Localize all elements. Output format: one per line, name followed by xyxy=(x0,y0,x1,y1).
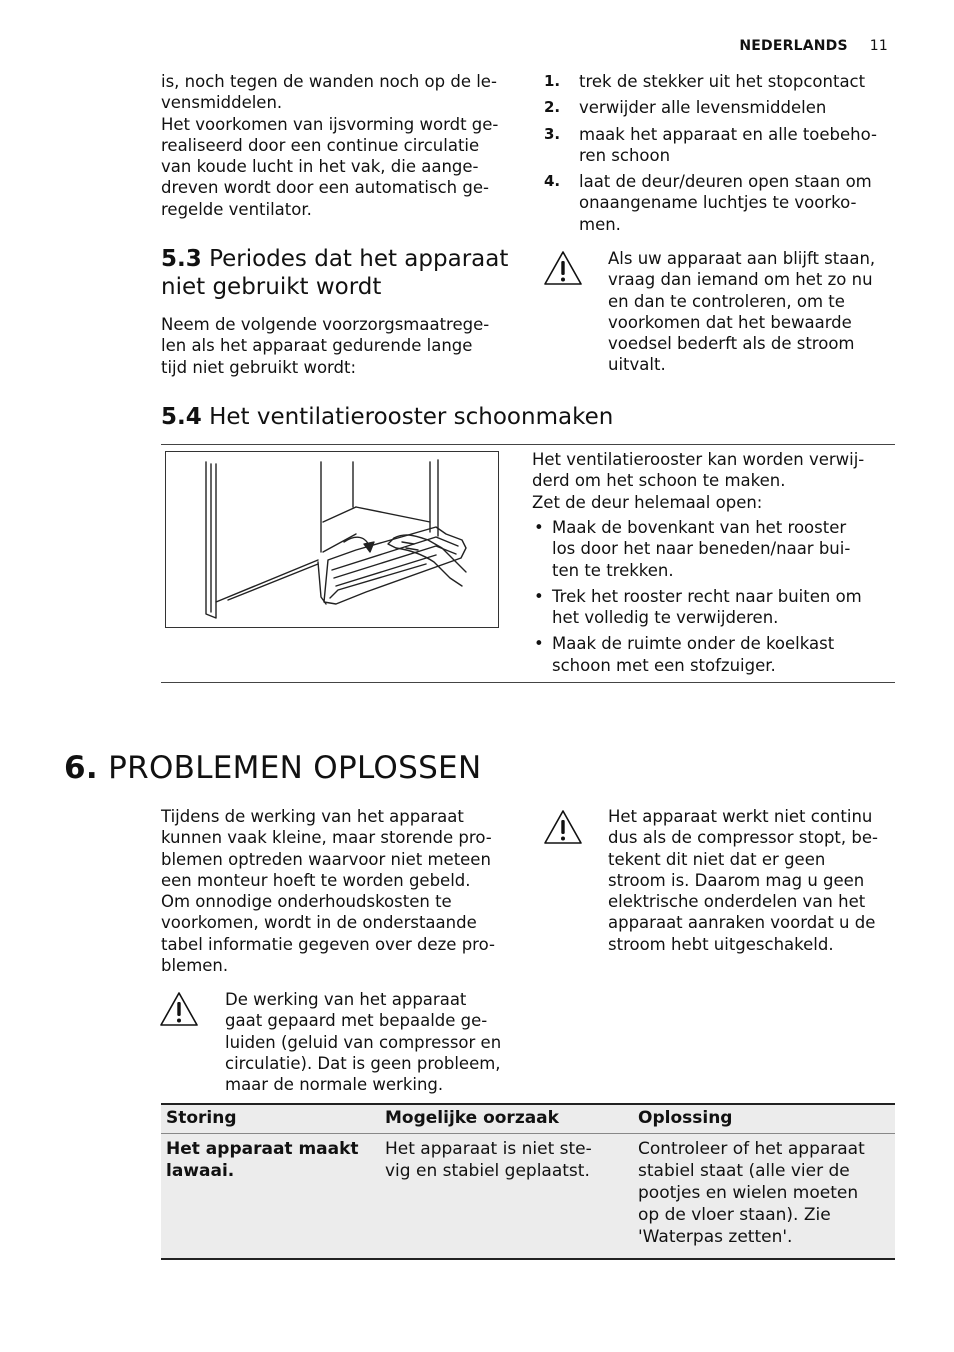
warning-icon xyxy=(543,250,583,286)
text-line: verwijder alle levensmiddelen xyxy=(579,98,827,118)
text-line: apparaat aanraken voordat u de xyxy=(608,913,876,933)
text-line: blemen. xyxy=(161,956,229,976)
text-line: ren schoon xyxy=(579,145,671,165)
chapter-number: 6. xyxy=(64,750,98,786)
text-line: men. xyxy=(579,214,621,234)
text-line: regelde ventilator. xyxy=(161,199,312,219)
text-line: De werking van het apparaat xyxy=(225,990,467,1009)
text-line: vensmiddelen. xyxy=(161,93,283,113)
text-line: tijd niet gebruikt wordt: xyxy=(161,357,357,377)
text-line: los door het naar beneden/naar bui- xyxy=(552,539,851,559)
text-line: het volledig te verwijderen. xyxy=(552,608,779,628)
text-line: circulatie). Dat is geen probleem, xyxy=(225,1053,501,1073)
text-line: blemen optreden waarvoor niet meteen xyxy=(161,849,491,869)
fridge-vent-drawing xyxy=(166,452,498,627)
text-line: 'Waterpas zetten'. xyxy=(638,1227,793,1247)
list-item xyxy=(544,97,894,118)
warning-icon xyxy=(159,991,199,1027)
text-line: Controleer of het apparaat xyxy=(638,1139,865,1159)
text-line: trek de stekker uit het stopcontact xyxy=(579,72,866,91)
text-line: stroom is. Daarom mag u geen xyxy=(608,870,865,890)
text-line: ten te trekken. xyxy=(552,560,674,580)
section-5-3-body xyxy=(161,314,521,378)
text-line: Tijdens de werking van het apparaat xyxy=(161,807,464,826)
section-5-4-intro xyxy=(532,449,892,513)
cell-oplossing xyxy=(633,1134,895,1260)
intro-paragraph xyxy=(161,71,521,220)
text-line: is, noch tegen de wanden noch op de le- xyxy=(161,72,497,91)
page-header xyxy=(739,38,888,54)
bullet-icon: • xyxy=(534,586,544,606)
text-line: voorkomen dat het bewaarde xyxy=(608,312,852,332)
header-language: NEDERLANDS xyxy=(739,38,848,54)
text-line: stabiel staat (alle vier de xyxy=(638,1161,850,1181)
text-line: Het apparaat werkt niet continu xyxy=(608,807,873,826)
page-number: 11 xyxy=(869,38,888,54)
text-line: tekent dit niet dat er geen xyxy=(608,849,826,869)
warning-text xyxy=(608,248,898,376)
text-line: Zet de deur helemaal open: xyxy=(532,492,763,512)
text-line: Als uw apparaat aan blijft staan, xyxy=(608,249,876,268)
chapter-6-heading xyxy=(64,750,864,786)
chapter-6-intro xyxy=(161,806,531,976)
text-line: luiden (geluid van compressor en xyxy=(225,1032,502,1052)
vent-grille-illustration xyxy=(165,451,499,628)
step-number: 4. xyxy=(544,172,561,191)
column-header-storing: Storing xyxy=(161,1104,380,1134)
text-line: onaangename luchtjes te voorko- xyxy=(579,193,857,213)
step-number: 3. xyxy=(544,124,561,143)
section-divider xyxy=(161,444,895,445)
step-number: 1. xyxy=(544,72,561,90)
list-item xyxy=(532,586,892,629)
column-header-oplossing: Oplossing xyxy=(633,1104,895,1134)
text-line: Trek het rooster recht naar buiten om xyxy=(552,586,862,606)
text-line: gaat gepaard met bepaalde ge- xyxy=(225,1011,488,1031)
text-line: tabel informatie gegeven over deze pro- xyxy=(161,934,495,954)
text-line: van koude lucht in het vak, die aange- xyxy=(161,157,479,177)
column-header-oorzaak: Mogelijke oorzaak xyxy=(380,1104,633,1134)
cell-storing xyxy=(161,1134,380,1260)
text-line: maak het apparaat en alle toebeho- xyxy=(579,124,877,144)
section-title-line: Periodes dat het apparaat xyxy=(209,246,509,272)
text-line: en dan te controleren, om te xyxy=(608,291,845,311)
text-line: laat de deur/deuren open staan om xyxy=(579,172,872,192)
list-item xyxy=(532,633,892,676)
text-line: pootjes en wielen moeten xyxy=(638,1183,859,1203)
table-header-row xyxy=(161,1104,895,1134)
text-line: Het ventilatierooster kan worden verwij- xyxy=(532,450,865,469)
text-line: Het apparaat maakt xyxy=(166,1139,359,1159)
section-number: 5.3 xyxy=(161,246,202,272)
step-number: 2. xyxy=(544,98,561,117)
bullet-icon: • xyxy=(534,518,544,537)
text-line: dreven wordt door een automatisch ge- xyxy=(161,178,489,198)
chapter-title: PROBLEMEN OPLOSSEN xyxy=(108,750,482,786)
section-title: Het ventilatierooster schoonmaken xyxy=(209,404,614,430)
section-5-3-heading xyxy=(161,245,531,301)
section-title-line: niet gebruikt wordt xyxy=(161,274,382,300)
text-line: vig en stabiel geplaatst. xyxy=(385,1161,590,1181)
text-line: Maak de bovenkant van het rooster xyxy=(552,518,847,537)
text-line: uitvalt. xyxy=(608,355,666,375)
table-row xyxy=(161,1134,895,1260)
text-line: len als het apparaat gedurende lange xyxy=(161,336,473,356)
cleaning-bullet-list xyxy=(532,517,892,676)
text-line: Het voorkomen van ijsvorming wordt ge- xyxy=(161,114,499,134)
section-5-4-heading xyxy=(161,403,861,431)
text-line: dus als de compressor stopt, be- xyxy=(608,828,878,848)
text-line: maar de normale werking. xyxy=(225,1075,444,1095)
text-line: Om onnodige onderhoudskosten te xyxy=(161,892,452,912)
text-line: Maak de ruimte onder de koelkast xyxy=(552,634,835,654)
troubleshooting-table xyxy=(161,1103,895,1260)
text-line: lawaai. xyxy=(166,1161,235,1181)
text-line: op de vloer staan). Zie xyxy=(638,1205,831,1225)
text-line: Neem de volgende voorzorgsmaatrege- xyxy=(161,315,490,334)
list-item xyxy=(544,124,894,167)
text-line: een monteur hoeft te worden gebeld. xyxy=(161,870,471,890)
section-divider xyxy=(161,682,895,683)
text-line: voorkomen, wordt in de onderstaande xyxy=(161,913,477,933)
text-line: voedsel bederft als de stroom xyxy=(608,334,855,354)
storage-steps-list xyxy=(544,71,894,235)
compressor-warning-text xyxy=(608,806,898,955)
list-item xyxy=(544,71,894,92)
text-line: realiseerd door een continue circulatie xyxy=(161,135,480,155)
cell-oorzaak xyxy=(380,1134,633,1260)
noise-warning-text xyxy=(225,989,525,1095)
text-line: Het apparaat is niet ste- xyxy=(385,1139,592,1159)
text-line: derd om het schoon te maken. xyxy=(532,471,786,491)
warning-icon xyxy=(543,809,583,845)
text-line: schoon met een stofzuiger. xyxy=(552,655,776,675)
text-line: elektrische onderdelen van het xyxy=(608,892,866,912)
list-item xyxy=(544,171,894,235)
text-line: vraag dan iemand om het zo nu xyxy=(608,270,873,290)
text-line: stroom hebt uitgeschakeld. xyxy=(608,934,834,954)
list-item xyxy=(532,517,892,581)
text-line: kunnen vaak kleine, maar storende pro- xyxy=(161,828,492,848)
section-number: 5.4 xyxy=(161,404,202,430)
bullet-icon: • xyxy=(534,634,544,654)
